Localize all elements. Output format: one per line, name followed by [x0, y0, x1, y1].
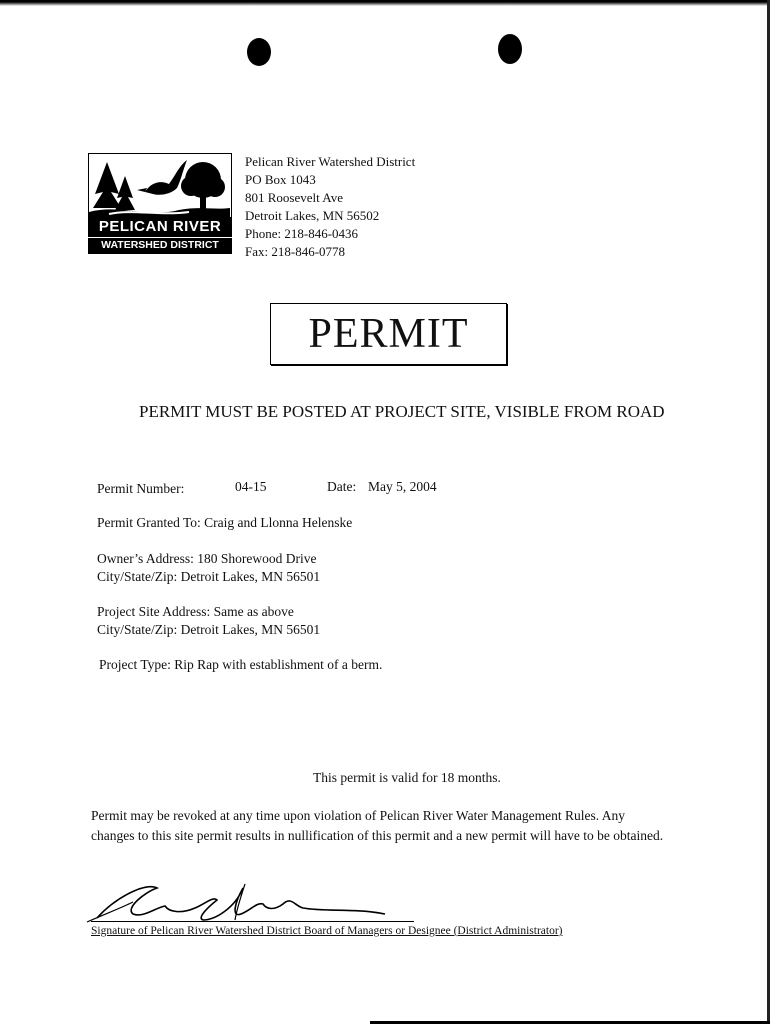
granted-to-row — [97, 515, 352, 531]
address-line: 801 Roosevelt Ave — [245, 190, 343, 205]
logo-title: PELICAN RIVER — [88, 217, 232, 237]
owner-city-row — [97, 569, 320, 585]
address-line: Detroit Lakes, MN 56502 — [245, 208, 380, 223]
granted-to-value: Craig and Llonna Helenske — [204, 515, 353, 530]
pine-tree-icon — [93, 162, 121, 208]
permit-number-label: Permit Number: — [97, 481, 185, 496]
site-city-value: Detroit Lakes, MN 56501 — [180, 622, 321, 637]
punch-hole-left — [247, 38, 271, 66]
revocation-line: Permit may be revoked at any time upon violation of Pelican River Water Management Rules. Any — [91, 808, 626, 823]
district-address — [245, 153, 415, 261]
revocation-line: changes to this site permit results in nullification of this permit and a new permit will have to be obtained. — [91, 828, 664, 843]
permit-number-value: 04-15 — [235, 479, 267, 494]
site-address-row — [97, 604, 294, 620]
project-type-row — [99, 657, 382, 673]
signature-line — [91, 921, 414, 922]
logo-subtitle: WATERSHED DISTRICT — [88, 237, 232, 254]
site-address-label: Project Site Address: — [97, 604, 211, 619]
date-label: Date: — [327, 479, 357, 494]
project-type-label: Project Type: — [99, 657, 171, 672]
address-line: PO Box 1043 — [245, 172, 316, 187]
project-type-value: Rip Rap with establishment of a berm. — [174, 657, 383, 672]
owner-address-label: Owner’s Address: — [97, 551, 194, 566]
validity-statement: This permit is valid for 18 months. — [313, 770, 501, 785]
revocation-terms — [91, 806, 751, 846]
posting-notice: PERMIT MUST BE POSTED AT PROJECT SITE, VISIBLE FROM ROAD — [139, 402, 665, 421]
owner-address-value: 180 Shorewood Drive — [197, 551, 317, 566]
phone-line: Phone: 218-846-0436 — [245, 226, 359, 241]
address-line: Pelican River Watershed District — [245, 154, 416, 169]
logo-artwork — [88, 153, 232, 217]
site-city-label: City/State/Zip: — [97, 622, 178, 637]
scan-edge-top — [0, 0, 770, 6]
signature-caption: Signature of Pelican River Watershed District Board of Managers or Designee (District Administrator) — [91, 925, 563, 937]
district-logo — [88, 153, 232, 253]
owner-city-value: Detroit Lakes, MN 56501 — [180, 569, 321, 584]
fax-line: Fax: 218-846-0778 — [245, 244, 346, 259]
punch-hole-right — [498, 34, 522, 64]
site-address-value: Same as above — [213, 604, 294, 619]
owner-city-label: City/State/Zip: — [97, 569, 178, 584]
page-title: PERMIT — [308, 311, 469, 357]
date-value: May 5, 2004 — [368, 479, 437, 494]
signature-image — [85, 878, 415, 924]
pelican-icon — [137, 160, 187, 195]
owner-address-row — [97, 551, 316, 567]
granted-to-label: Permit Granted To: — [97, 515, 201, 530]
site-city-row — [97, 622, 320, 638]
permit-heading-box — [270, 303, 507, 365]
